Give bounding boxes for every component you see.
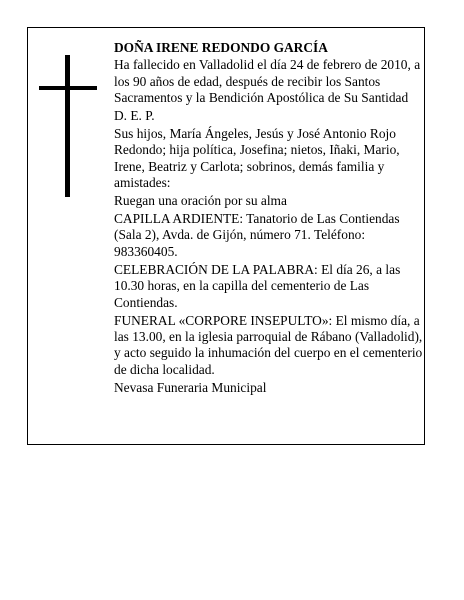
funeral-info-rest: las 13.00, en la iglesia parroquial de Rábano (Valladolid), y acto seguido la inhumación del cuerpo en el cementerio de dicha localidad. [114, 328, 423, 377]
funeral-home: Nevasa Funeraria Municipal [114, 379, 267, 395]
death-notice: Ha fallecido en Valladolid el día 24 de febrero de 2010, a los 90 años de edad, después de recibir los Santos Sacramentos y la Bendición Apostólica de Su Santidad [114, 57, 421, 106]
deceased-name: DOÑA IRENE REDONDO GARCÍA [114, 40, 328, 55]
cross-horizontal-bar [39, 86, 97, 90]
cross-icon [39, 55, 97, 197]
chapel-info: CAPILLA ARDIENTE: Tanatorio de Las Contiendas (Sala 2), Avda. de Gijón, número 71. Teléfono: 983360405. [114, 211, 400, 259]
funeral-info-first-line: FUNERAL «CORPORE INSEPULTO»: El mismo día, a [114, 312, 420, 328]
dep-abbreviation: D. E. P. [114, 108, 155, 124]
celebration-info: CELEBRACIÓN DE LA PALABRA: El día 26, a las 10.30 horas, en la capilla del cementerio de Las Contiendas. [114, 261, 401, 310]
obituary-notice [27, 27, 425, 445]
prayer-request: Ruegan una oración por su alma [114, 193, 287, 209]
cross-vertical-bar [65, 55, 70, 197]
obituary-text [114, 40, 424, 398]
family-list: Sus hijos, María Ángeles, Jesús y José Antonio Rojo Redondo; hija política, Josefina; nietos, Iñaki, Mario, Irene, Beatriz y Carlota; sobrinos, demás familia y amistades: [114, 126, 400, 191]
funeral-info [114, 313, 424, 379]
